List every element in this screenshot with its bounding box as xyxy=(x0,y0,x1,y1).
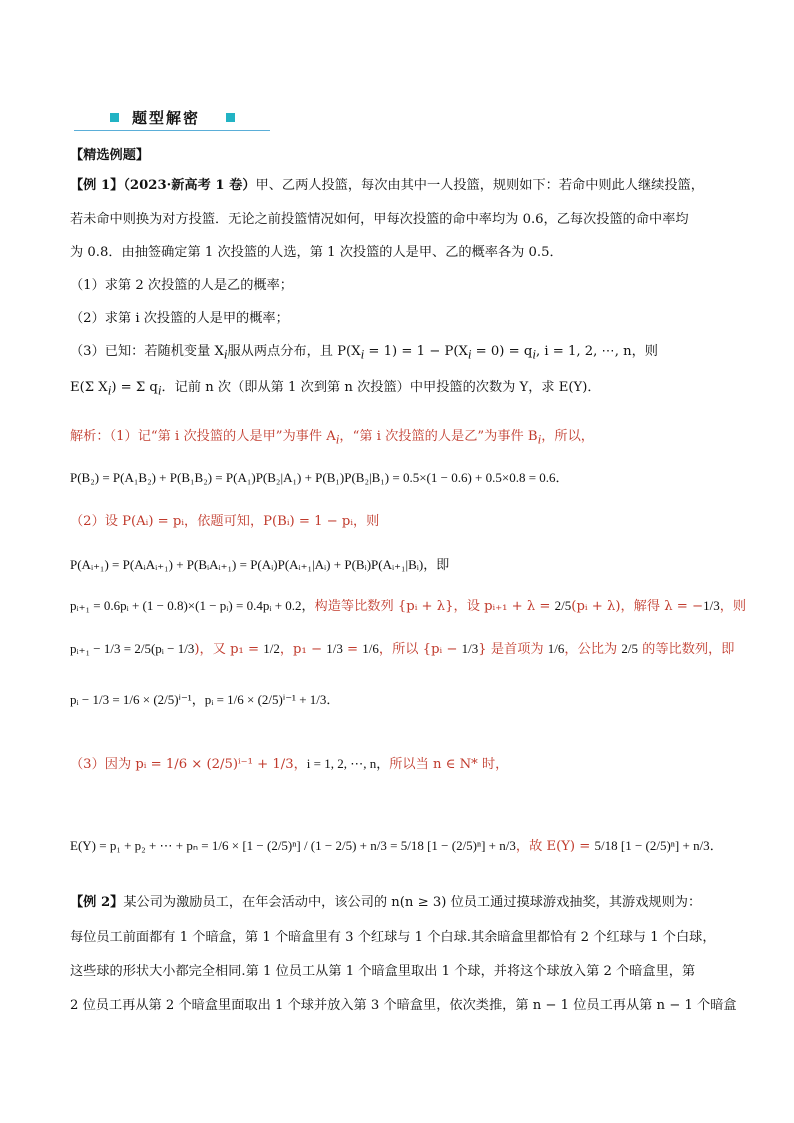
example1-text: 甲、乙两人投篮，每次由其中一人投篮，规则如下：若命中则此人继续投篮， xyxy=(255,178,704,193)
eq-part: 构造等比数列 {pᵢ + λ}，设 pᵢ₊₁ + λ = xyxy=(314,599,555,614)
eq-part: = xyxy=(386,838,401,853)
solution-eq-expectation: E(Y) = p₁ + p₂ + ⋯ + pₙ = 1/6 × [1 − (2/5)ⁿ] / (1 − 2/5) + n/3 = 5/18 [1 − (2/5)ⁿ] + n/3，故 E(Y) = 5/18 [1 − (2/5)ⁿ] + n/3． xyxy=(70,838,723,854)
eq-part: E(Y) = p₁ + p₂ + ⋯ + pₙ = xyxy=(70,838,212,853)
section-title: 题型解密 xyxy=(132,109,201,127)
question-3: （3）已知：若随机变量 $X_i$服从两点分布，且 $P(X_i = 1) = 1 - P(X_i = 0) = q_i$, i = 1, 2, ⋯, n，则 xyxy=(70,344,658,362)
eq-part: ，故 E(Y) = xyxy=(515,839,595,854)
solution-text: （3）因为 pᵢ = 1/6 × (2/5)ⁱ⁻¹ + 1/3， xyxy=(70,757,307,772)
q3-expectation-part: E(Σ X xyxy=(70,380,108,395)
eq-part: 的等比数列，即 xyxy=(637,642,735,657)
eq-part: pᵢ₊₁ = 0.6pᵢ + (1 − 0.8)×(1 − pᵢ) = 0.4pᵢ + 0.2， xyxy=(70,598,315,613)
solution-eq-b2: P(B₂) = P(A₁B₂) + P(B₁B₂) = P(A₁)P(B₂|A₁) + P(B₁)P(B₂|B₁) = 0.5×(1 − 0.6) + 0.5×0.8 = 0.6． xyxy=(70,470,569,485)
solution-eq-geometric-2: pᵢ₊₁ − 1/3 = 2/5(pᵢ − 1/3)，又 p₁ = 1/2，p₁ − 1/3 = 1/6，所以 {pᵢ − 1/3} 是首项为 1/6，公比为 2/5 的等比数列，即 xyxy=(70,641,735,657)
eq-part: ，公比为 xyxy=(564,642,622,657)
solution-text: （1）记“第 i 次投篮的人是甲”为事件 A xyxy=(109,429,336,444)
example1-tag: 【例 1】 xyxy=(70,178,124,193)
example2-line2: 每位员工前面都有 1 个暗盒，第 1 个暗盒里有 3 个红球与 1 个白球.其余暗盒里都恰有 2 个红球与 1 个白球， xyxy=(70,930,716,945)
eq-part: = xyxy=(120,641,135,656)
example2-tag: 【例 2】 xyxy=(70,895,124,910)
header-underline xyxy=(74,130,270,131)
solution-text: ，所以， xyxy=(541,429,594,444)
eq-part: + xyxy=(356,838,371,853)
solution-text: ，“第 i 次投篮的人是乙”为事件 B xyxy=(339,429,538,444)
solution-part3-intro xyxy=(70,754,508,775)
eq-part: ，p₁ − xyxy=(279,642,327,657)
solution-part1: 解析：（1）记“第 i 次投篮的人是甲”为事件 $A_i$，“第 i 次投篮的人是乙”为事件 $B_i$，所以， xyxy=(70,429,594,447)
eq-part: } 是首项为 xyxy=(478,642,548,657)
question-2: （2）求第 i 次投篮的人是甲的概率； xyxy=(70,311,289,326)
question-1: （1）求第 2 次投篮的人是乙的概率； xyxy=(70,278,293,293)
example1-line1 xyxy=(70,176,704,196)
selected-examples-label: 【精选例题】 xyxy=(70,148,150,163)
eq-part: (pᵢ − xyxy=(150,641,178,656)
eq-part: ． xyxy=(709,838,723,853)
example2-line3: 这些球的形状大小都完全相同.第 1 位员工从第 1 个暗盒里取出 1 个球，并将这个球放入第 2 个暗盒里，第 xyxy=(70,964,696,979)
q3-expectation-part: ) = Σ q xyxy=(111,380,158,395)
section-header xyxy=(74,104,270,132)
solution-part2-intro: （2）设 P(Aᵢ) = pᵢ，依题可知，P(Bᵢ) = 1 − pᵢ，则 xyxy=(70,514,380,529)
eq-part: (pᵢ + λ)，解得 λ = − xyxy=(571,599,704,614)
question-3-expectation: E(Σ $X_i) = \Sigma$ $q_i$．记前 n 次（即从第 1 次到第 n 次投篮）中甲投篮的次数为 Y，求 E(Y)． xyxy=(70,380,601,398)
solution-eq-geometric: pᵢ₊₁ = 0.6pᵢ + (1 − 0.8)×(1 − pᵢ) = 0.4pᵢ + 0.2，构造等比数列 {pᵢ + λ}，设 pᵢ₊₁ + λ = 2/5(pᵢ + λ)，解得 λ = −1/3，则 xyxy=(70,598,747,614)
eq-part: )，又 p₁ = xyxy=(194,642,264,657)
q3-part: , i = 1, 2, ⋯, n，则 xyxy=(535,344,658,359)
q3-part: 服从两点分布，且 P(X xyxy=(227,344,361,359)
square-bullet-icon xyxy=(226,113,235,122)
solution-label: 解析： xyxy=(70,429,110,444)
solution-text: i = 1, 2, ⋯, n， xyxy=(306,756,390,771)
solution-eq-recursion: P(Aᵢ₊₁) = P(AᵢAᵢ₊₁) + P(BᵢAᵢ₊₁) = P(Aᵢ)P(Aᵢ₊₁|Aᵢ) + P(Bᵢ)P(Aᵢ₊₁|Bᵢ)，即 xyxy=(70,557,450,572)
q3-expectation-part: ．记前 n 次（即从第 1 次到第 n 次投篮）中甲投篮的次数为 Y，求 E(Y)． xyxy=(161,380,601,395)
example2-line1 xyxy=(70,893,701,913)
example2-line4: 2 位员工再从第 2 个暗盒里面取出 1 个球并放入第 3 个暗盒里，依次类推，第 n − 1 位员工再从第 n − 1 个暗盒 xyxy=(70,998,737,1013)
solution-eq-pi: pᵢ − 1/3 = 1/6 × (2/5)ⁱ⁻¹，pᵢ = 1/6 × (2/5)ⁱ⁻¹ + 1/3． xyxy=(70,692,340,707)
eq-part: pᵢ₊₁ − xyxy=(70,641,104,656)
eq-part: ，所以 {pᵢ − xyxy=(378,642,462,657)
example1-source: （2023·新高考 1 卷） xyxy=(123,178,256,193)
q3-part: （3）已知：若随机变量 X xyxy=(70,344,224,359)
example1-line3: 为 0.8．由抽签确定第 1 次投篮的人选，第 1 次投篮的人是甲、乙的概率各为 0.5． xyxy=(70,245,563,260)
solution-text: 所以当 n ∈ N* 时， xyxy=(389,757,509,772)
example1-line2: 若未命中则换为对方投篮．无论之前投篮情况如何，甲每次投篮的命中率均为 0.6，乙每次投篮的命中率均 xyxy=(70,212,689,227)
q3-part: = 0) = q xyxy=(471,344,533,359)
eq-part: ，则 xyxy=(719,599,747,614)
eq-part: = xyxy=(342,642,363,657)
q3-part: = 1) = 1 − P(X xyxy=(364,344,468,359)
square-bullet-icon xyxy=(110,113,119,122)
example2-text: 某公司为激励员工，在年会活动中，该公司的 n(n ≥ 3) 位员工通过摸球游戏抽奖，其游戏规则为： xyxy=(123,895,702,910)
